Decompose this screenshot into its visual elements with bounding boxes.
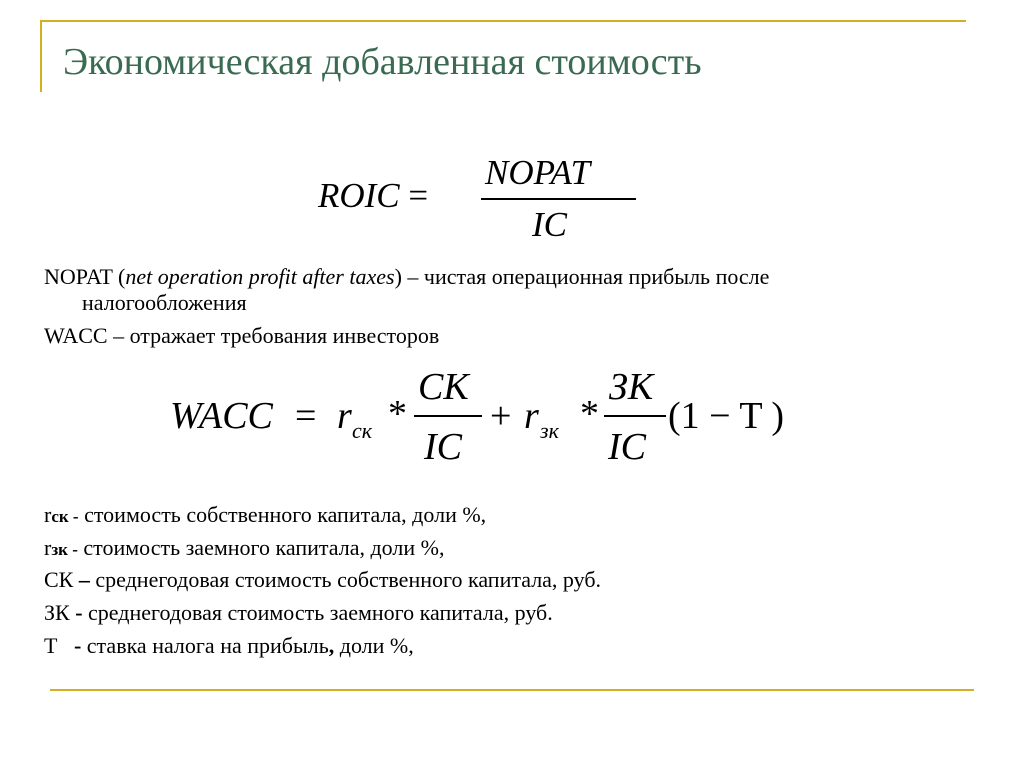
multiply-1: * (388, 393, 407, 435)
roic-lhs: ROIC = (318, 176, 429, 215)
legend-ck: СК – среднегодовая стоимость собственного капитала, руб. (44, 567, 602, 592)
r-zk-subscript: зк (540, 418, 559, 443)
legend-zk: ЗК - среднегодовая стоимость заемного капитала, руб. (44, 600, 553, 625)
left-border-line (40, 20, 42, 92)
nopat-definition-cont: налогообложения (82, 290, 247, 315)
legend-t: Т - ставка налога на прибыль, доли %, (44, 633, 414, 658)
fraction-bar-2 (604, 415, 666, 417)
r-ck-subscript: ск (352, 418, 373, 443)
legend-r-ck: rск - стоимость собственного капитала, доли %, (44, 502, 487, 527)
wacc-lhs: WACC (170, 395, 273, 437)
roic-fraction-bar (481, 198, 636, 200)
slide-title: Экономическая добавленная стоимость (63, 41, 702, 83)
r-zk-symbol: r (524, 395, 539, 437)
legend-r-zk: rзк - стоимость заемного капитала, доли %, (44, 535, 445, 560)
plus-sign: + (490, 395, 512, 437)
wacc-equals: = (295, 395, 317, 437)
roic-numerator: NOPAT (485, 153, 591, 192)
wacc-definition: WACC – отражает требования инвесторов (44, 323, 440, 348)
fraction-bar-1 (414, 415, 482, 417)
ic-denominator-2: IC (608, 426, 646, 468)
tax-factor: (1 − T ) (668, 395, 785, 437)
roic-denominator: IC (532, 205, 567, 244)
top-border-line (40, 20, 966, 22)
ic-denominator-1: IC (424, 426, 462, 468)
bottom-border-line (50, 689, 974, 691)
multiply-2: * (580, 393, 599, 435)
ck-numerator: СК (418, 366, 469, 408)
nopat-definition: NOPAT (net operation profit after taxes) – чистая операционная прибыль после (44, 264, 770, 289)
r-ck-symbol: r (337, 395, 352, 437)
zk-numerator: ЗК (609, 366, 654, 408)
